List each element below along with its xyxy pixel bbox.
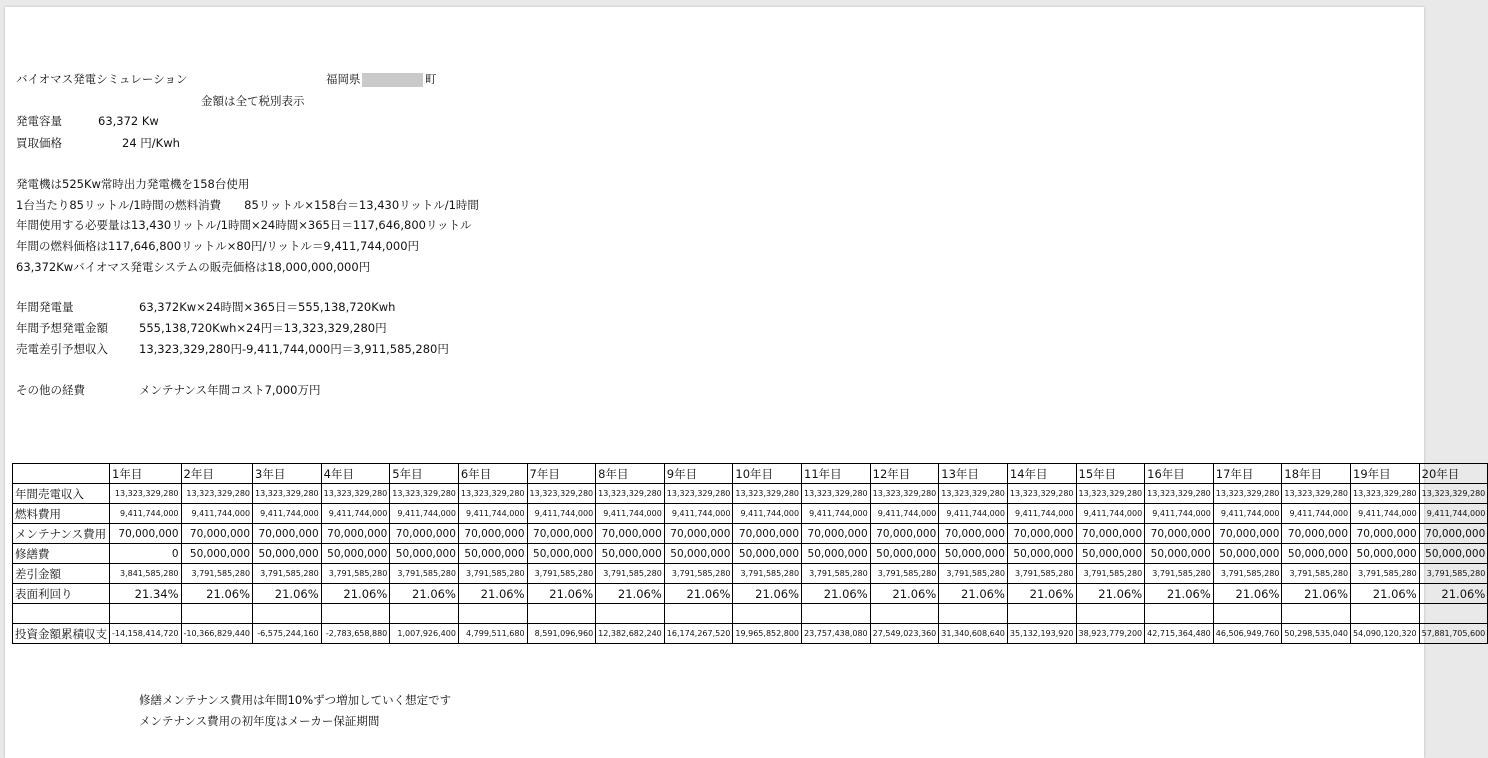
table-cell: 9,411,744,000 <box>181 504 253 524</box>
table-cell: 50,000,000 <box>802 544 871 564</box>
table-cell: 70,000,000 <box>733 524 802 544</box>
year-header: 12年目 <box>870 464 939 484</box>
row-label: 投資金額累積収支 <box>13 624 110 644</box>
year-header: 17年目 <box>1213 464 1282 484</box>
table-cell: 50,000,000 <box>321 544 390 564</box>
table-cell: 21.06% <box>390 584 459 604</box>
other-value: メンテナンス年間コスト7,000万円 <box>139 383 321 397</box>
table-cell: 23,757,438,080 <box>802 624 871 644</box>
table-cell: 50,000,000 <box>1282 544 1351 564</box>
table-cell: -6,575,244,160 <box>253 624 322 644</box>
table-cell: 70,000,000 <box>253 524 322 544</box>
table-cell: -10,366,829,440 <box>181 624 253 644</box>
table-row <box>13 524 1488 544</box>
row-label: 修繕費 <box>13 544 110 564</box>
table-cell: 70,000,000 <box>1282 524 1351 544</box>
year-header: 5年目 <box>390 464 459 484</box>
row-label: メンテナンス費用 <box>13 524 110 544</box>
table-cell: 42,715,364,480 <box>1145 624 1214 644</box>
table-cell <box>1351 604 1420 624</box>
table-cell: 3,791,585,280 <box>253 564 322 584</box>
doc-title: バイオマス発電シミュレーション <box>16 72 188 86</box>
year-header: 8年目 <box>596 464 665 484</box>
table-cell: 21.06% <box>1145 584 1214 604</box>
table-cell: 9,411,744,000 <box>664 504 733 524</box>
note-line: 発電機は525Kw常時出力発電機を158台使用 <box>16 177 250 191</box>
year-header: 13年目 <box>939 464 1008 484</box>
table-cell: 21.06% <box>321 584 390 604</box>
table-cell: 13,323,329,280 <box>802 484 871 504</box>
year-header: 10年目 <box>733 464 802 484</box>
table-cell: 21.06% <box>1282 584 1351 604</box>
table-cell: 50,000,000 <box>870 544 939 564</box>
table-cell: 3,791,585,280 <box>802 564 871 584</box>
table-cell <box>110 604 182 624</box>
table-cell: 21.06% <box>1213 584 1282 604</box>
table-cell <box>1145 604 1214 624</box>
table-cell: 13,323,329,280 <box>253 484 322 504</box>
table-cell <box>1076 604 1145 624</box>
table-cell: 9,411,744,000 <box>458 504 527 524</box>
row-label: 表面利回り <box>13 584 110 604</box>
table-cell <box>664 604 733 624</box>
price-label: 買取価格 <box>16 136 62 150</box>
table-cell: 9,411,744,000 <box>1007 504 1076 524</box>
table-cell: 3,841,585,280 <box>110 564 182 584</box>
annual-gen-label: 年間発電量 <box>16 300 74 314</box>
table-cell <box>321 604 390 624</box>
table-cell: 13,323,329,280 <box>1282 484 1351 504</box>
table-cell: 3,791,585,280 <box>596 564 665 584</box>
location-suffix: 町 <box>425 72 437 86</box>
table-cell: 13,323,329,280 <box>390 484 459 504</box>
table-cell <box>802 604 871 624</box>
table-cell: 21.06% <box>1076 584 1145 604</box>
table-cell: 70,000,000 <box>110 524 182 544</box>
table-cell: 50,000,000 <box>939 544 1008 564</box>
table-row <box>13 584 1488 604</box>
table-cell: 70,000,000 <box>664 524 733 544</box>
table-cell: 3,791,585,280 <box>1282 564 1351 584</box>
table-cell <box>1419 604 1488 624</box>
row-label <box>13 604 110 624</box>
table-cell: 31,340,608,640 <box>939 624 1008 644</box>
table-cell: 70,000,000 <box>458 524 527 544</box>
table-cell: 19,965,852,800 <box>733 624 802 644</box>
table-cell: 3,791,585,280 <box>527 564 596 584</box>
table-cell: 21.06% <box>664 584 733 604</box>
table-cell: 50,000,000 <box>1007 544 1076 564</box>
year-header: 3年目 <box>253 464 322 484</box>
table-cell: 27,549,023,360 <box>870 624 939 644</box>
table-header-row <box>13 464 1488 484</box>
table-row <box>13 564 1488 584</box>
table-cell <box>181 604 253 624</box>
table-cell: 50,000,000 <box>733 544 802 564</box>
table-cell <box>1007 604 1076 624</box>
table-cell: 9,411,744,000 <box>870 504 939 524</box>
table-cell: 50,000,000 <box>664 544 733 564</box>
table-row <box>13 624 1488 644</box>
year-header: 4年目 <box>321 464 390 484</box>
table-cell: 9,411,744,000 <box>390 504 459 524</box>
other-label: その他の経費 <box>16 383 85 397</box>
year-header: 16年目 <box>1145 464 1214 484</box>
table-cell: -14,158,414,720 <box>110 624 182 644</box>
table-cell: -2,783,658,880 <box>321 624 390 644</box>
table-cell: 9,411,744,000 <box>596 504 665 524</box>
note-line: 年間使用する必要量は13,430リットル/1時間×24時間×365日＝117,646,800リットル <box>16 218 472 232</box>
table-row <box>13 604 1488 624</box>
tax-note: 金額は全て税別表示 <box>201 94 305 108</box>
table-cell: 21.06% <box>1007 584 1076 604</box>
year-header: 7年目 <box>527 464 596 484</box>
table-cell: 13,323,329,280 <box>939 484 1008 504</box>
table-cell: 9,411,744,000 <box>939 504 1008 524</box>
table-cell: 9,411,744,000 <box>1419 504 1488 524</box>
table-cell: 16,174,267,520 <box>664 624 733 644</box>
table-cell: 50,000,000 <box>390 544 459 564</box>
year-header: 2年目 <box>181 464 253 484</box>
table-cell: 13,323,329,280 <box>527 484 596 504</box>
table-cell: 21.06% <box>253 584 322 604</box>
table-cell: 3,791,585,280 <box>1076 564 1145 584</box>
note-line: 年間の燃料価格は117,646,800リットル×80円/リットル＝9,411,744,000円 <box>16 239 420 253</box>
table-cell: 13,323,329,280 <box>1419 484 1488 504</box>
year-header: 9年目 <box>664 464 733 484</box>
table-cell: 9,411,744,000 <box>1076 504 1145 524</box>
year-header: 14年目 <box>1007 464 1076 484</box>
table-cell: 13,323,329,280 <box>1076 484 1145 504</box>
table-cell <box>596 604 665 624</box>
table-cell: 54,090,120,320 <box>1351 624 1420 644</box>
table-row <box>13 484 1488 504</box>
table-cell: 21.06% <box>596 584 665 604</box>
annual-rev-label: 年間予想発電金額 <box>16 321 108 335</box>
table-cell: 35,132,193,920 <box>1007 624 1076 644</box>
table-cell: 50,000,000 <box>1145 544 1214 564</box>
table-cell: 57,881,705,600 <box>1419 624 1488 644</box>
table-cell: 3,791,585,280 <box>1351 564 1420 584</box>
table-cell: 3,791,585,280 <box>1145 564 1214 584</box>
table-cell: 3,791,585,280 <box>870 564 939 584</box>
year-header: 18年目 <box>1282 464 1351 484</box>
table-cell: 21.06% <box>1419 584 1488 604</box>
table-cell: 3,791,585,280 <box>664 564 733 584</box>
price-value: 24 円/Kwh <box>122 136 180 150</box>
table-cell: 50,000,000 <box>1076 544 1145 564</box>
table-cell: 21.06% <box>458 584 527 604</box>
table-cell: 70,000,000 <box>1213 524 1282 544</box>
table-cell: 70,000,000 <box>1419 524 1488 544</box>
table-cell: 13,323,329,280 <box>1351 484 1420 504</box>
table-cell: 50,000,000 <box>1213 544 1282 564</box>
table-cell: 50,000,000 <box>253 544 322 564</box>
table-cell: 3,791,585,280 <box>458 564 527 584</box>
row-label: 燃料費用 <box>13 504 110 524</box>
annual-rev-value: 555,138,720Kwh×24円＝13,323,329,280円 <box>139 321 387 335</box>
table-cell: 4,799,511,680 <box>458 624 527 644</box>
table-cell: 21.06% <box>939 584 1008 604</box>
row-label: 差引金額 <box>13 564 110 584</box>
table-cell: 21.06% <box>1351 584 1420 604</box>
table-cell: 3,791,585,280 <box>1213 564 1282 584</box>
footer-note: 修繕メンテナンス費用は年間10%ずつ増加していく想定です <box>139 693 452 707</box>
table-cell: 70,000,000 <box>802 524 871 544</box>
table-cell <box>1282 604 1351 624</box>
net-label: 売電差引予想収入 <box>16 342 108 356</box>
table-cell: 9,411,744,000 <box>253 504 322 524</box>
year-header: 11年目 <box>802 464 871 484</box>
capacity-value: 63,372 Kw <box>98 114 159 128</box>
table-cell <box>527 604 596 624</box>
table-cell: 9,411,744,000 <box>733 504 802 524</box>
table-cell: 70,000,000 <box>1351 524 1420 544</box>
table-cell: 21.06% <box>733 584 802 604</box>
table-cell: 13,323,329,280 <box>181 484 253 504</box>
note-line: 1台当たり85リットル/1時間の燃料消費 85リットル×158台＝13,430リットル/1時間 <box>16 198 479 212</box>
table-cell: 1,007,926,400 <box>390 624 459 644</box>
year-header: 6年目 <box>458 464 527 484</box>
table-cell: 13,323,329,280 <box>1145 484 1214 504</box>
table-cell: 8,591,096,960 <box>527 624 596 644</box>
table-cell: 70,000,000 <box>596 524 665 544</box>
table-cell: 21.06% <box>870 584 939 604</box>
table-cell: 21.06% <box>527 584 596 604</box>
table-cell: 3,791,585,280 <box>1007 564 1076 584</box>
location-prefix: 福岡県 <box>326 72 361 86</box>
simulation-table <box>12 463 1488 644</box>
table-cell: 70,000,000 <box>870 524 939 544</box>
table-cell: 3,791,585,280 <box>939 564 1008 584</box>
table-cell: 13,323,329,280 <box>458 484 527 504</box>
table-cell: 50,000,000 <box>181 544 253 564</box>
table-cell: 9,411,744,000 <box>802 504 871 524</box>
table-cell: 3,791,585,280 <box>1419 564 1488 584</box>
table-cell: 70,000,000 <box>527 524 596 544</box>
table-cell: 50,000,000 <box>527 544 596 564</box>
table-cell: 21.06% <box>802 584 871 604</box>
table-corner-cell <box>13 464 110 484</box>
net-value: 13,323,329,280円-9,411,744,000円＝3,911,585,280円 <box>139 342 449 356</box>
table-cell: 38,923,779,200 <box>1076 624 1145 644</box>
table-cell <box>390 604 459 624</box>
year-header: 15年目 <box>1076 464 1145 484</box>
table-cell: 50,000,000 <box>458 544 527 564</box>
table-cell: 9,411,744,000 <box>1145 504 1214 524</box>
table-cell: 9,411,744,000 <box>1213 504 1282 524</box>
table-cell: 13,323,329,280 <box>110 484 182 504</box>
year-header: 1年目 <box>110 464 182 484</box>
table-cell: 70,000,000 <box>1145 524 1214 544</box>
table-cell: 50,000,000 <box>1351 544 1420 564</box>
table-cell: 46,506,949,760 <box>1213 624 1282 644</box>
table-cell: 13,323,329,280 <box>1213 484 1282 504</box>
table-cell <box>1213 604 1282 624</box>
table-cell: 70,000,000 <box>1076 524 1145 544</box>
table-cell: 9,411,744,000 <box>321 504 390 524</box>
capacity-label: 発電容量 <box>16 114 62 128</box>
table-cell: 13,323,329,280 <box>1007 484 1076 504</box>
note-line: 63,372Kwバイオマス発電システムの販売価格は18,000,000,000円 <box>16 260 371 274</box>
table-cell: 50,000,000 <box>596 544 665 564</box>
table-cell <box>458 604 527 624</box>
table-cell: 13,323,329,280 <box>664 484 733 504</box>
table-row <box>13 504 1488 524</box>
table-cell: 9,411,744,000 <box>110 504 182 524</box>
table-cell: 13,323,329,280 <box>596 484 665 504</box>
table-cell: 70,000,000 <box>181 524 253 544</box>
table-cell <box>939 604 1008 624</box>
table-cell: 50,298,535,040 <box>1282 624 1351 644</box>
annual-gen-value: 63,372Kw×24時間×365日＝555,138,720Kwh <box>139 300 396 314</box>
table-cell <box>870 604 939 624</box>
table-cell: 21.06% <box>181 584 253 604</box>
table-cell: 3,791,585,280 <box>321 564 390 584</box>
table-cell: 21.34% <box>110 584 182 604</box>
table-cell <box>253 604 322 624</box>
table-cell: 70,000,000 <box>390 524 459 544</box>
table-cell: 9,411,744,000 <box>527 504 596 524</box>
table-cell: 13,323,329,280 <box>321 484 390 504</box>
table-cell: 0 <box>110 544 182 564</box>
table-cell: 3,791,585,280 <box>181 564 253 584</box>
table-cell: 70,000,000 <box>1007 524 1076 544</box>
footer-note: メンテナンス費用の初年度はメーカー保証期間 <box>139 714 380 728</box>
table-cell: 9,411,744,000 <box>1351 504 1420 524</box>
table-cell: 50,000,000 <box>1419 544 1488 564</box>
table-cell: 13,323,329,280 <box>870 484 939 504</box>
table-cell: 13,323,329,280 <box>733 484 802 504</box>
table-row <box>13 544 1488 564</box>
redacted-location <box>362 73 423 87</box>
year-header: 19年目 <box>1351 464 1420 484</box>
table-cell: 70,000,000 <box>939 524 1008 544</box>
row-label: 年間売電収入 <box>13 484 110 504</box>
table-cell: 3,791,585,280 <box>733 564 802 584</box>
table-cell: 9,411,744,000 <box>1282 504 1351 524</box>
year-header: 20年目 <box>1419 464 1488 484</box>
table-cell: 3,791,585,280 <box>390 564 459 584</box>
table-cell: 12,382,682,240 <box>596 624 665 644</box>
table-cell: 70,000,000 <box>321 524 390 544</box>
table-cell <box>733 604 802 624</box>
